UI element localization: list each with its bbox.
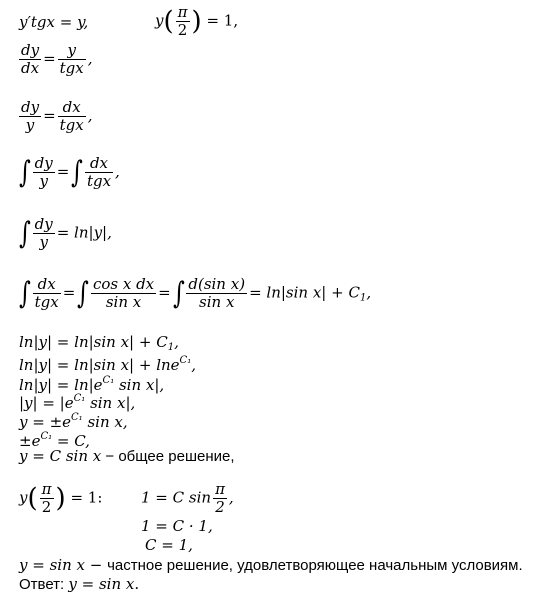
cond-fraction bbox=[176, 4, 190, 39]
s2-eq: = bbox=[43, 106, 56, 125]
s3-tail: , bbox=[115, 162, 120, 181]
step-3 bbox=[17, 155, 120, 190]
s3-rden: tgx bbox=[86, 172, 112, 190]
l6-b: = C, bbox=[52, 432, 90, 450]
integral-sign: ∫ bbox=[71, 154, 83, 190]
l4-a: |y| = |e bbox=[19, 394, 74, 412]
s4-lden: y bbox=[39, 233, 48, 251]
final-text: частное решение, удовлетворяющее начальным условиям. bbox=[107, 557, 523, 574]
s1-tail: , bbox=[87, 49, 93, 68]
initial-condition bbox=[155, 4, 238, 39]
s1-lden: dx bbox=[21, 59, 40, 77]
particular-step-1 bbox=[141, 481, 234, 516]
s2-rnum: dx bbox=[58, 99, 86, 117]
s5-eq1: = bbox=[62, 283, 76, 302]
integral-sign: ∫ bbox=[77, 275, 89, 311]
s5-f3den: sin x bbox=[199, 293, 235, 311]
p2-den: 2 bbox=[215, 498, 225, 516]
cond-rhs: = 1, bbox=[206, 11, 239, 30]
line-7 bbox=[19, 447, 235, 466]
s5-eq2: = bbox=[158, 283, 171, 302]
l4-sup: C₁ bbox=[73, 393, 86, 404]
l3-b: sin x|, bbox=[114, 376, 165, 394]
integral-sign: ∫ bbox=[18, 215, 31, 251]
l3-a: ln|y| = ln|e bbox=[19, 376, 103, 394]
paren-open: ( bbox=[163, 6, 174, 37]
cond-num: π bbox=[177, 3, 188, 21]
line-2 bbox=[19, 352, 196, 374]
s1-rden: tgx bbox=[59, 59, 84, 77]
integral-sign: ∫ bbox=[18, 275, 31, 311]
particular-step-2: 1 = C · 1, bbox=[141, 517, 213, 535]
l5-a: y = ±e bbox=[19, 413, 72, 431]
s1-lnum: dy bbox=[21, 41, 40, 59]
final-math: y = sin x − bbox=[19, 556, 108, 574]
l6-sup: C₁ bbox=[40, 431, 53, 442]
s2-lnum: dy bbox=[21, 98, 40, 116]
l5-b: sin x, bbox=[82, 413, 128, 431]
particular-step-3: C = 1, bbox=[145, 536, 193, 554]
p2-tail: , bbox=[228, 488, 234, 507]
s5-f1den: tgx bbox=[34, 293, 59, 311]
paren-close: ) bbox=[55, 483, 66, 514]
l2-text: ln|y| = ln|sin x| + lne bbox=[19, 356, 180, 374]
step-4 bbox=[17, 216, 112, 251]
s1-rnum: y bbox=[58, 42, 86, 60]
s3-lnum: dy bbox=[34, 154, 53, 172]
p2-num: π bbox=[215, 480, 225, 498]
answer-math: y = sin x. bbox=[68, 575, 140, 593]
p1-num: π bbox=[41, 480, 52, 498]
l1-text: ln|y| = ln|sin x| + C bbox=[19, 333, 168, 351]
answer-label: Ответ: bbox=[19, 576, 69, 593]
s4-lnum: dy bbox=[34, 215, 53, 233]
final-solution bbox=[19, 556, 523, 575]
l2-tail: , bbox=[191, 356, 196, 374]
cond-y: y bbox=[155, 11, 164, 30]
l4-b: sin x|, bbox=[85, 394, 136, 412]
equation: y′tgx = y, bbox=[19, 13, 89, 31]
p1-fraction bbox=[40, 481, 54, 516]
s4-rhs: = ln|y|, bbox=[56, 223, 112, 242]
p1-den: 2 bbox=[41, 498, 52, 516]
l5-sup: C₁ bbox=[71, 412, 83, 423]
s2-tail: , bbox=[87, 106, 93, 125]
s2-rden: tgx bbox=[59, 116, 84, 134]
cond-den: 2 bbox=[177, 21, 188, 39]
s5-rhs: = ln|sin x| + C bbox=[249, 283, 360, 302]
s2-lden: y bbox=[25, 116, 35, 134]
s5-tail: , bbox=[366, 283, 372, 302]
l7-math: y = C sin x bbox=[19, 447, 102, 465]
paren-close: ) bbox=[191, 6, 202, 37]
answer-line bbox=[19, 575, 139, 594]
p1-rhs: = 1: bbox=[70, 488, 103, 507]
s5-f2den: sin x bbox=[105, 293, 142, 311]
s3-rnum: dx bbox=[85, 155, 113, 173]
l3-sup: C₁ bbox=[102, 375, 115, 386]
s1-eq: = bbox=[43, 49, 56, 68]
l6-a: ±e bbox=[19, 432, 41, 450]
s5-sub: 1 bbox=[359, 292, 367, 304]
s3-lden: y bbox=[39, 172, 48, 190]
l1-tail: , bbox=[174, 333, 179, 351]
integral-sign: ∫ bbox=[172, 275, 185, 311]
s5-f1num: dx bbox=[33, 276, 61, 294]
paren-open: ( bbox=[27, 483, 38, 514]
l2-sup: C₁ bbox=[179, 355, 192, 366]
integral-sign: ∫ bbox=[18, 154, 31, 190]
p1-y: y bbox=[19, 488, 28, 507]
s5-f2num: cos x dx bbox=[92, 275, 155, 293]
step-1 bbox=[17, 42, 93, 77]
step-2 bbox=[17, 99, 93, 134]
s3-eq: = bbox=[56, 162, 70, 181]
p2-lhs: 1 = C sin bbox=[141, 488, 212, 507]
l7-text: − общее решение, bbox=[101, 448, 235, 465]
s5-f3num: d(sin x) bbox=[188, 275, 246, 293]
step-5 bbox=[17, 276, 371, 311]
l1-sub: 1 bbox=[167, 342, 175, 353]
particular-condition bbox=[19, 481, 102, 516]
